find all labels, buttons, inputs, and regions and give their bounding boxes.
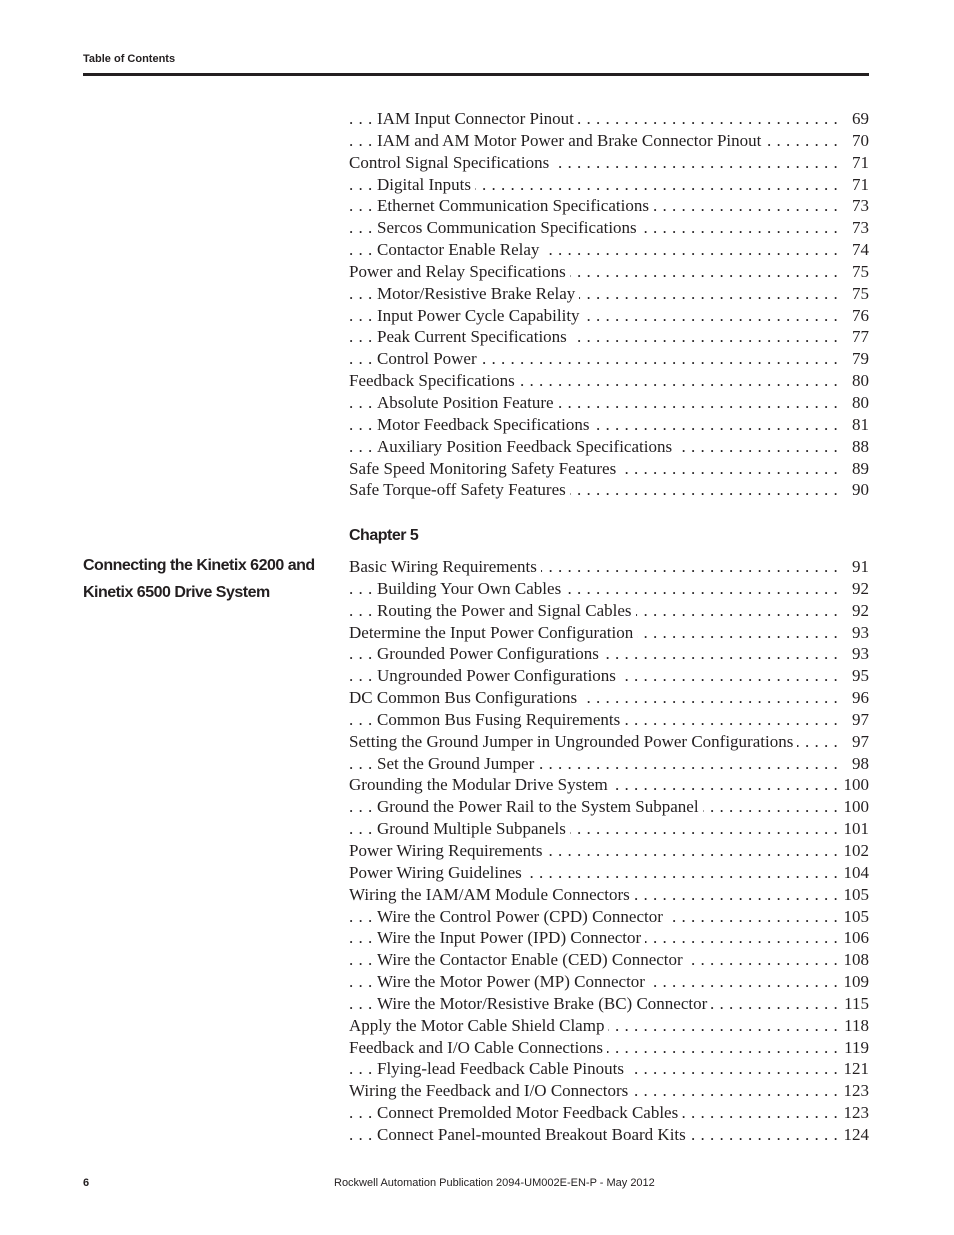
- toc-entry-page: 90: [846, 479, 869, 501]
- toc-continued-list: [349, 108, 869, 501]
- toc-entry-title: Ground Multiple Subpanels: [377, 819, 570, 838]
- toc-entry-page: 123: [838, 1080, 870, 1102]
- toc-entry-title: Power and Relay Specifications: [349, 262, 570, 281]
- toc-entry-page: 108: [838, 949, 870, 971]
- toc-entry[interactable]: [349, 840, 869, 862]
- toc-entry-title: Wire the Input Power (IPD) Connector: [377, 928, 645, 947]
- toc-entry-title: Absolute Position Feature: [377, 393, 558, 412]
- toc-entry-page: 92: [846, 578, 869, 600]
- toc-entry-page: 100: [838, 774, 870, 796]
- toc-entry[interactable]: [349, 217, 869, 239]
- toc-entry-page: 91: [846, 556, 869, 578]
- toc-entry[interactable]: [349, 436, 869, 458]
- toc-entry-title: Basic Wiring Requirements: [349, 557, 541, 576]
- toc-entry-page: 105: [838, 884, 870, 906]
- toc-entry-page: 104: [838, 862, 870, 884]
- toc-entry-title: Routing the Power and Signal Cables: [377, 601, 636, 620]
- toc-entry-title: Power Wiring Requirements: [349, 841, 547, 860]
- toc-entry-title: Ethernet Communication Specifications: [377, 196, 653, 215]
- toc-entry[interactable]: [349, 283, 869, 305]
- toc-entry-page: 73: [846, 217, 869, 239]
- toc-entry-page: 115: [838, 993, 869, 1015]
- toc-entry-page: 124: [838, 1124, 870, 1146]
- toc-entry[interactable]: [349, 261, 869, 283]
- publication-info: Rockwell Automation Publication 2094-UM002E-EN-P - May 2012: [334, 1177, 655, 1189]
- toc-entry-title: Wiring the IAM/AM Module Connectors: [349, 885, 634, 904]
- toc-entry-title: Motor/Resistive Brake Relay: [377, 284, 579, 303]
- toc-entry-title: Building Your Own Cables: [377, 579, 565, 598]
- toc-entry-title: IAM and AM Motor Power and Brake Connector Pinout: [377, 131, 765, 150]
- toc-entry[interactable]: [349, 731, 869, 753]
- toc-entry[interactable]: [349, 774, 869, 796]
- toc-entry-page: 73: [846, 195, 869, 217]
- toc-entry[interactable]: [349, 665, 869, 687]
- toc-entry-page: 96: [846, 687, 869, 709]
- toc-entry[interactable]: [349, 1124, 869, 1146]
- toc-entry-page: 106: [838, 927, 870, 949]
- toc-entry-page: 69: [846, 108, 869, 130]
- toc-entry-title: Apply the Motor Cable Shield Clamp: [349, 1016, 608, 1035]
- toc-entry-page: 92: [846, 600, 869, 622]
- toc-entry[interactable]: [349, 971, 869, 993]
- toc-entry[interactable]: [349, 1102, 869, 1124]
- toc-entry-page: 121: [838, 1058, 870, 1080]
- toc-entry-title: Flying-lead Feedback Cable Pinouts: [377, 1059, 628, 1078]
- toc-entry-page: 105: [838, 906, 870, 928]
- toc-entry-title: Feedback Specifications: [349, 371, 519, 390]
- toc-entry-title: Safe Speed Monitoring Safety Features: [349, 459, 620, 478]
- toc-entry-page: 98: [846, 753, 869, 775]
- toc-entry[interactable]: [349, 174, 869, 196]
- toc-entry[interactable]: [349, 556, 869, 578]
- toc-entry[interactable]: [349, 152, 869, 174]
- toc-entry-title: DC Common Bus Configurations: [349, 688, 581, 707]
- toc-entry-page: 80: [846, 370, 869, 392]
- toc-entry-page: 95: [846, 665, 869, 687]
- toc-entry[interactable]: [349, 1015, 869, 1037]
- chapter-label: Chapter 5: [349, 527, 419, 544]
- toc-entry[interactable]: [349, 1058, 869, 1080]
- toc-entry[interactable]: [349, 370, 869, 392]
- toc-entry-title: Wire the Contactor Enable (CED) Connector: [377, 950, 687, 969]
- toc-chapter5-list: [349, 556, 869, 1146]
- toc-entry-page: 109: [838, 971, 870, 993]
- toc-entry[interactable]: [349, 818, 869, 840]
- toc-entry-page: 100: [838, 796, 870, 818]
- toc-entry-page: 80: [846, 392, 869, 414]
- toc-entry-page: 97: [846, 731, 869, 753]
- toc-entry-page: 93: [846, 622, 869, 644]
- page-number: 6: [83, 1177, 90, 1189]
- toc-entry[interactable]: [349, 326, 869, 348]
- header-rule: [83, 73, 869, 76]
- toc-entry-page: 71: [846, 152, 869, 174]
- toc-entry[interactable]: [349, 709, 869, 731]
- toc-entry[interactable]: [349, 1037, 869, 1059]
- toc-entry-title: Ground the Power Rail to the System Subpanel: [377, 797, 703, 816]
- toc-entry[interactable]: [349, 108, 869, 130]
- toc-entry[interactable]: [349, 479, 869, 501]
- toc-entry-page: 75: [846, 261, 869, 283]
- toc-entry[interactable]: [349, 687, 869, 709]
- toc-entry-page: 88: [846, 436, 869, 458]
- toc-entry[interactable]: [349, 643, 869, 665]
- toc-entry-page: 77: [846, 326, 869, 348]
- toc-entry-title: Wiring the Feedback and I/O Connectors: [349, 1081, 632, 1100]
- toc-entry-page: 97: [846, 709, 869, 731]
- toc-entry[interactable]: [349, 305, 869, 327]
- toc-entry-page: 89: [846, 458, 869, 480]
- toc-entry[interactable]: [349, 1080, 869, 1102]
- toc-entry-page: 79: [846, 348, 869, 370]
- toc-entry-title: Peak Current Specifications: [377, 327, 571, 346]
- toc-entry-title: Power Wiring Guidelines: [349, 863, 526, 882]
- toc-entry-title: Wire the Motor/Resistive Brake (BC) Connector: [377, 994, 711, 1013]
- toc-entry[interactable]: [349, 130, 869, 152]
- toc-entry-page: 93: [846, 643, 869, 665]
- toc-entry-page: 70: [846, 130, 869, 152]
- toc-entry-page: 81: [846, 414, 869, 436]
- toc-entry[interactable]: [349, 993, 869, 1015]
- toc-entry-title: Ungrounded Power Configurations: [377, 666, 620, 685]
- toc-entry[interactable]: [349, 578, 869, 600]
- toc-entry-title: Grounded Power Configurations: [377, 644, 603, 663]
- toc-entry[interactable]: [349, 195, 869, 217]
- toc-entry-title: Common Bus Fusing Requirements: [377, 710, 624, 729]
- toc-entry-title: Safe Torque-off Safety Features: [349, 480, 570, 499]
- toc-entry-page: 71: [846, 174, 869, 196]
- toc-entry-page: 75: [846, 283, 869, 305]
- toc-entry-title: IAM Input Connector Pinout: [377, 109, 578, 128]
- toc-entry[interactable]: [349, 927, 869, 949]
- toc-entry[interactable]: [349, 753, 869, 775]
- toc-entry-page: 102: [838, 840, 870, 862]
- toc-entry-title: Determine the Input Power Configuration: [349, 623, 637, 642]
- toc-entry-title: Contactor Enable Relay: [377, 240, 543, 259]
- toc-entry-page: 74: [846, 239, 869, 261]
- toc-entry[interactable]: [349, 239, 869, 261]
- toc-entry-title: Grounding the Modular Drive System: [349, 775, 612, 794]
- toc-entry[interactable]: [349, 414, 869, 436]
- toc-entry[interactable]: [349, 796, 869, 818]
- toc-entry-title: Digital Inputs: [377, 175, 475, 194]
- toc-entry-title: Feedback and I/O Cable Connections: [349, 1038, 607, 1057]
- toc-entry-title: Wire the Motor Power (MP) Connector: [377, 972, 649, 991]
- toc-entry-title: Input Power Cycle Capability: [377, 306, 584, 325]
- toc-entry-title: Setting the Ground Jumper in Ungrounded Power Configurations: [349, 732, 797, 751]
- toc-entry[interactable]: [349, 622, 869, 644]
- toc-entry[interactable]: [349, 348, 869, 370]
- toc-entry[interactable]: [349, 862, 869, 884]
- toc-entry-title: Sercos Communication Specifications: [377, 218, 641, 237]
- toc-entry-page: 101: [838, 818, 870, 840]
- toc-entry-page: 123: [838, 1102, 870, 1124]
- toc-entry[interactable]: [349, 949, 869, 971]
- running-header: Table of Contents: [83, 53, 176, 65]
- toc-entry[interactable]: [349, 392, 869, 414]
- toc-entry[interactable]: [349, 600, 869, 622]
- toc-entry-title: Control Power: [377, 349, 481, 368]
- toc-entry-title: Control Signal Specifications: [349, 153, 553, 172]
- chapter-title: Connecting the Kinetix 6200 and Kinetix 6500 Drive System: [83, 557, 315, 601]
- toc-entry-title: Auxiliary Position Feedback Specifications: [377, 437, 676, 456]
- toc-entry-title: Wire the Control Power (CPD) Connector: [377, 907, 667, 926]
- toc-entry-page: 76: [846, 305, 869, 327]
- toc-entry[interactable]: [349, 906, 869, 928]
- toc-entry-title: Set the Ground Jumper: [377, 754, 538, 773]
- toc-entry[interactable]: [349, 458, 869, 480]
- toc-entry-page: 118: [838, 1015, 869, 1037]
- toc-entry-title: Motor Feedback Specifications: [377, 415, 593, 434]
- toc-entry[interactable]: [349, 884, 869, 906]
- toc-entry-title: Connect Panel-mounted Breakout Board Kits: [377, 1125, 690, 1144]
- toc-entry-title: Connect Premolded Motor Feedback Cables: [377, 1103, 682, 1122]
- toc-entry-page: 119: [838, 1037, 869, 1059]
